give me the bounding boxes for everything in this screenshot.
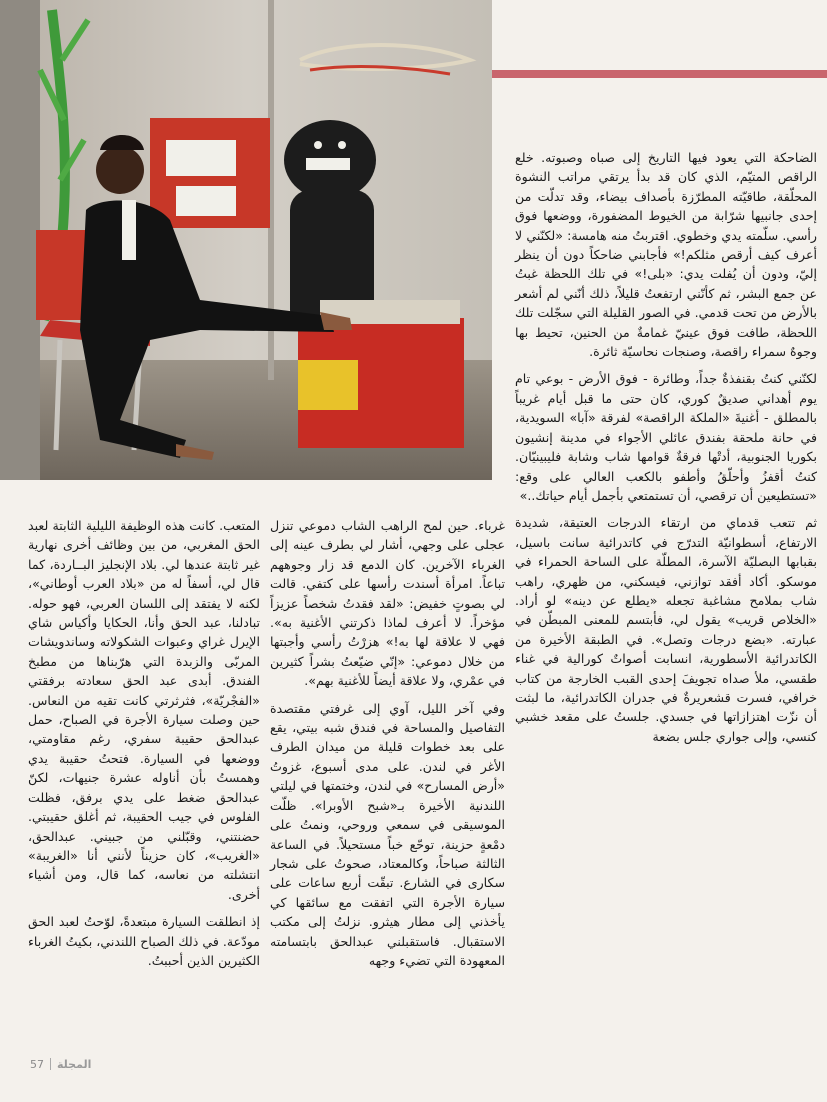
article-column-right — [515, 148, 817, 1048]
paragraph: إذ انطلقت السيارة مبتعدةً، لوّحتُ لعبد الحق مودّعة. في ذلك الصباح اللندني، بكيتُ الغرباء الكثيرين الذين أحببتُ. — [28, 914, 260, 968]
article-column-middle — [270, 516, 505, 1056]
accent-rule — [492, 70, 827, 78]
footer-divider — [50, 1058, 51, 1070]
paragraph: الضاحكة التي يعود فيها التاريخ إلى صباه وصبوته. خلع الراقص المتيّم، الذي كان قد بدأ يرتقي مراتب النشوة المحلّقة، طاقيّته المطرّزة بأصداف بيضاء، وقد تدلّت من إحدى جانبيها شرّابة من الخيوط المضفورة، ووضعها فوق رأسي. سلّمته يدي وخطوي. اقتربتُ منه هامسة: «لكنّني لا أعرف كيف أرقص مثلكم!» فأجابني ضاحكاً دون أن ينظر إليّ، ودون أن يُفلت يدي: «بلى!» في تلك اللحظة غبتُ عن جمع البشر، ثم كأنّني ارتفعتُ قليلاً، ذلك أنّني لم أشعر بالأرض من تحت قدمي. في الصور القليلة التي سجّلت تلك اللحظة، طافت فوق عينيّ غمامةٌ من الحنين، تحيط بها وجوهٌ سمراء راقصة، وصنجات نحاسيّة ثائرة. — [515, 150, 817, 360]
paragraph: لكنّني كنتُ بقنفذةٌ جداً، وطائرة - فوق الأرض - بوعي تام يوم أهداني صديقٌ كوري، كان حتى ما قبل أيام غريباً بالمطلق - أغنيةَ «الملكة الراقصة» لفرقة «آبا» السويدية، في حانة ملحقة بفندق عائلي الأجواء في مدينة إنشيون بكوريا الجنوبية، أدتْها فرقةٌ قوامها شاب وشابة فليبينيّان. كنتُ أقفزُ وأحلّقُ وأطفو بالكعب العالي على وقع: «تستطيعين أن ترقصي، أن تستمتعي بأجمل أيام حياتك..» — [515, 371, 817, 503]
page-footer — [30, 1056, 91, 1072]
article-photo — [0, 0, 492, 480]
magazine-name: المجلة — [57, 1057, 92, 1071]
paragraph: غرباء. حين لمح الراهب الشاب دموعي تنزل عجلى على وجهي، أشار لي بطرف عينه إلى الغرباء الآخرين. كان الدمع قد زار وجوههم تباعاً. امرأة أسندت رأسها على كتفي. قالت لي بصوتٍ خفيض: «لقد فقدتُ شخصاً عزيزاً مؤخراً. لا أعرف لماذا ذكرتني الأغنية به». فهي لا علاقة لها به!» هزرْتُ رأسي وأجبتها من خلال دموعي: «إنّي ضيّعتُ بشراً كثيرين في عمْري، ولا علاقة أيضاً للأغنية بهم». — [270, 518, 505, 689]
article-column-left — [28, 516, 260, 1056]
paragraph: وفي آخر الليل، آوي إلى غرفتي مقتصدة التفاصيل والمساحة في فندق شبه بيتي، يقع على بعد خطوات قليلة من ميدان الطرف الأغر في لندن. على مدى أسبوع، غزوتُ «أرض المسارح» في لندن، وختمتها في ليلتي اللندنية الأخيرة بـ«شبح الأوبرا». ظلّت الموسيقى في سمعي وروحي، ونمتُ على دمْعةٍ حزينة، توحّع خباً مستحيلاً. في الساعة الثالثة صباحاً، وكالمعتاد، صحوتُ على شجار سكارى في الشارع. تبقّت أربع ساعات على سيارة الأجرة التي اتفقت مع سائقها كي يأخذني إلى مطار هيثرو. نزلتُ إلى مكتب الاستقبال. فاستقبلني عبدالحق بابتسامته المعهودة التي تضيء وجهه — [270, 700, 505, 968]
paragraph: المتعب. كانت هذه الوظيفة الليلية الثابتة لعبد الحق المغربي، من بين وظائف أخرى نهارية غير ثابتة عندها لي. بلاد الإنجليز البــاردة، كما قال لي، أسفاً له من «بلاد العرب أوطاني»، لكنه لا يفتقد إلى اللسان العربي، فهو حوله. تبادلنا، عبد الحق وأنا، الحكايا وأكياس شاي الإيرل غراي وعبوات الشكولاته وساندويشات المربّى والزبدة التي هرّبناها من مطبخ الفندق. أبدى عبد الحق سعادته برفقتي «الفجْريّة»، فثرثرتي كانت تقيه من النعاس. حين وصلت سيارة الأجرة في الصباح، حمل عبدالحق حقيبة سفري، رغم مقاومتي، ووضعها في السيارة. فتحتُ حقيبة يدي وهمستُ بأن أناوله عشرة جنيهات، لكنّ عبدالحق ضغط على يدي برفق، فظلت الفلوس في جيب الحقيبة، ثم أغلق حقيبتي. حضنتني، وقبّلني من جبيني. عبدالحق، «الغريب»، كان حزيناً لأنني أنا «الغريبة» انتشلته من نعاسه، كما قال، ومن أشياء أخرى. — [28, 518, 260, 902]
paragraph: ثم تتعب قدماي من ارتقاء الدرجات العتيقة، شديدة الارتفاع، أسطوانيّة التدرّج في كاتدرائية سانت باسيل، بقبابها البصليّة الآسرة، المطلّة على الساحة الحمراء في موسكو. أكاد أفقد توازني، فيسكني، من ظهري، راهب شاب بملامح مشاغبة تجعله «يطلع عن دينه» لو أراد. «الخلاص قريب» يقول لي، فأبتسم للمعنى المبطّن في عبارته. «بضع درجات وتصل». في الطبقة الأخيرة من الكاتدرائية الأسطورية، انسابت أصواتٌ كورالية في غناء طقسي، ملأ صداه تجويفَ إحدى القبب الخارجة من كتاب خرافي، فسرت قشعريرةٌ في جدران الكاتدرائية، ما لبثت أن نزّت اهتزازاتها في جسدي. جلستُ على مقعد خشبي كنسي، وإلى جواري جلس بضعة — [515, 515, 817, 744]
page-number: 57 — [30, 1057, 44, 1071]
